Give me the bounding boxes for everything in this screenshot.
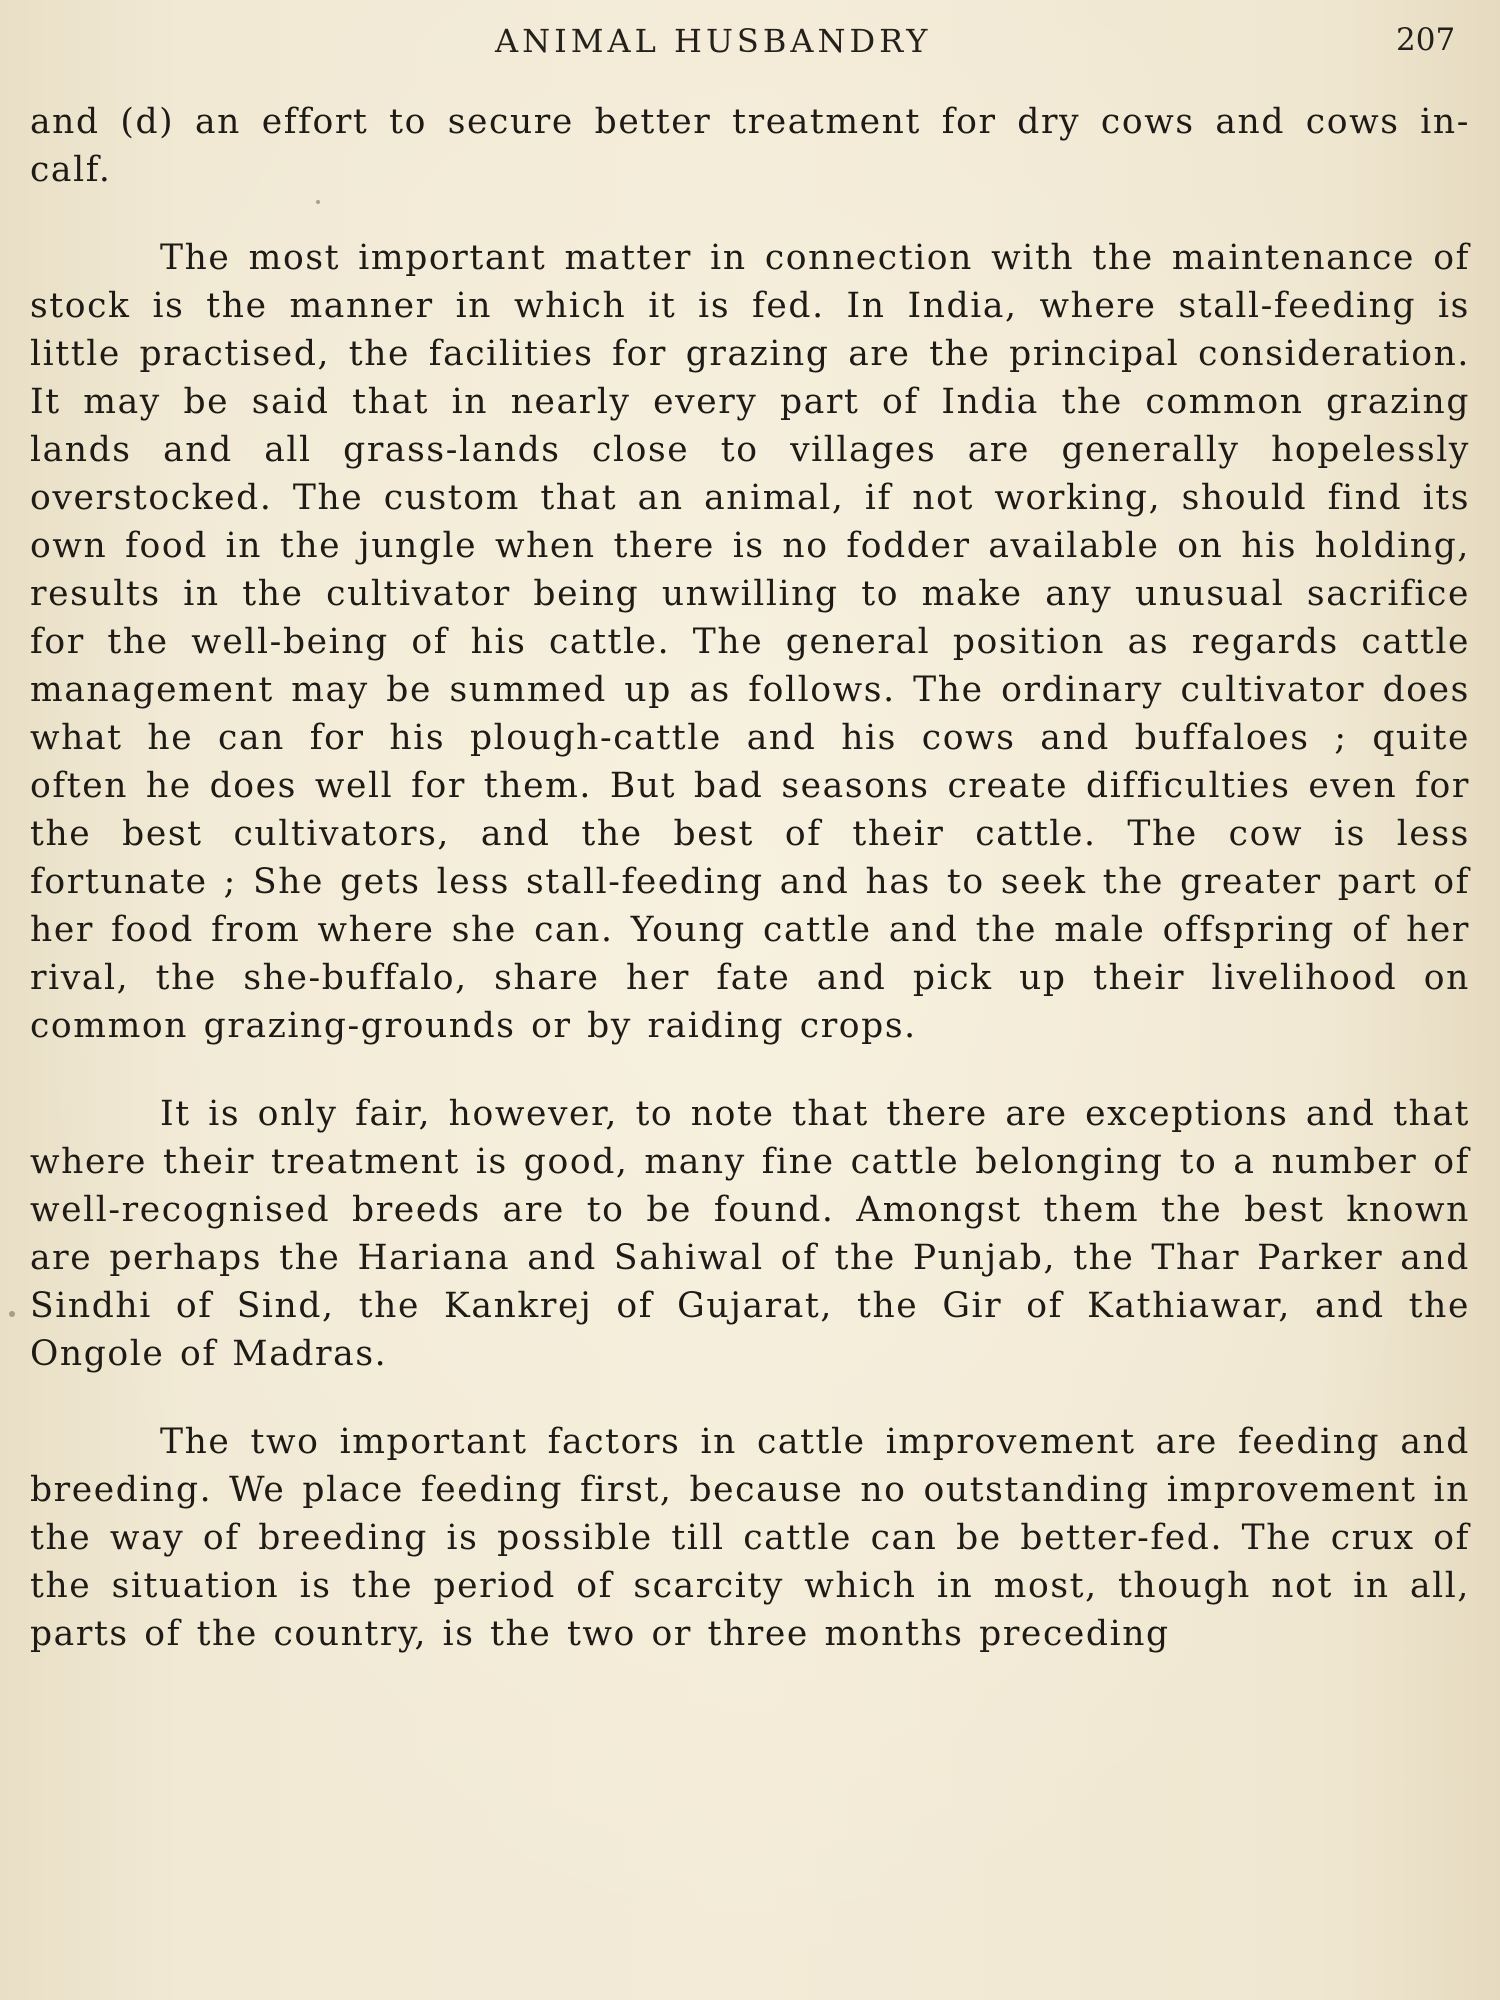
- page-number: 207: [1396, 22, 1456, 58]
- running-head: [0, 22, 1500, 72]
- paragraph-stock-maintenance: The most important matter in connection with the maintenance of stock is the manner in which it is fed. In India, where stall-feeding is little practised, the facilities for grazing are the principal consideration. It may be said that in nearly every part of India the common grazing lands and all grass-lands close to villages are generally hopelessly overstocked. The custom that an animal, if not working, should find its own food in the jungle when there is no fodder available on his holding, results in the cultivator being unwilling to make any unusual sacrifice for the well-being of his cattle. The general position as regards cattle management may be summed up as follows. The ordinary cultivator does what he can for his plough-cattle and his cows and buffaloes ; quite often he does well for them. But bad seasons create difficulties even for the best cultivators, and the best of their cattle. The cow is less fortunate ; She gets less stall-feeding and has to seek the greater part of her food from where she can. Young cattle and the male offspring of her rival, the she-buffalo, share her fate and pick up their livelihood on common grazing-grounds or by raiding crops.: [30, 238, 1470, 1046]
- running-title: ANIMAL HUSBANDRY: [495, 22, 932, 60]
- paragraph-continued: and (d) an effort to secure better treatment for dry cows and cows in-calf.: [30, 102, 1470, 190]
- paragraph-improvement-factors: The two important factors in cattle improvement are feeding and breeding. We place feeding first, because no outstanding improvement in the way of breeding is possible till cattle can be better-fed. The crux of the situation is the period of scarcity which in most, though not in all, parts of the country, is the two or three months preceding: [30, 1422, 1470, 1654]
- paper-speck: [9, 1311, 15, 1317]
- paper-speck: [316, 200, 320, 204]
- paragraph-breeds: It is only fair, however, to note that there are exceptions and that where their treatment is good, many fine cattle belonging to a number of well-recognised breeds are to be found. Amongst them the best known are perhaps the Hariana and Sahiwal of the Punjab, the Thar Parker and Sindhi of Sind, the Kankrej of Gujarat, the Gir of Kathiawar, and the Ongole of Madras.: [30, 1094, 1470, 1374]
- body-text: [30, 98, 1470, 1658]
